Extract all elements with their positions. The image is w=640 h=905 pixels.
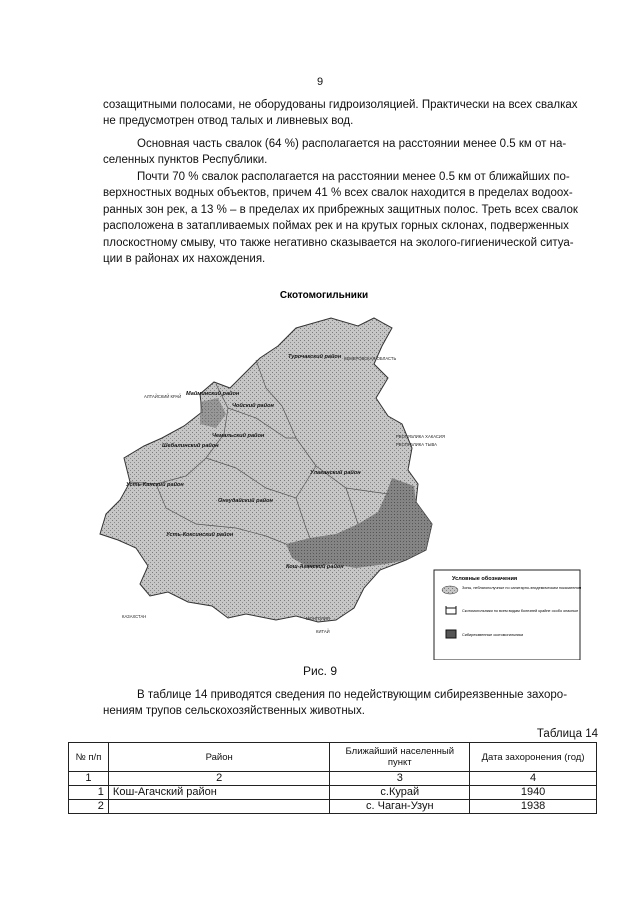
paragraph-line: не предусмотрен отвод талых и ливневых вод. xyxy=(103,115,354,128)
table-cell xyxy=(108,800,329,814)
table-row xyxy=(69,800,597,814)
table-colnum-row xyxy=(69,772,597,786)
district-label: Онгудайский район xyxy=(218,498,273,504)
table-cell: 1938 xyxy=(470,800,597,814)
legend-title: Условные обозначения xyxy=(452,576,518,582)
map-legend xyxy=(434,570,582,660)
paragraph-line: селенных пунктов Республики. xyxy=(103,154,268,167)
neighbor-label: РЕСПУБЛИКА ХАКАСИЯ xyxy=(396,434,445,439)
map-svg xyxy=(96,288,586,660)
paragraph-line: ранных зон рек, а 13 % – в пределах их прибрежных защитных полос. Треть всех свалок xyxy=(103,203,578,216)
table-header-row xyxy=(69,743,597,772)
paragraph-line: расположена в затапливаемых поймах рек и на крутых горных склонах, подверженных xyxy=(103,220,569,233)
header-date: Дата захоронения (год) xyxy=(470,743,597,772)
neighbor-label: КЕМЕРОВСКАЯ ОБЛАСТЬ xyxy=(344,356,397,361)
anthrax-site-icon xyxy=(446,630,456,638)
legend-item: Скотомогильники по всем видам болезней крайне особо опасные xyxy=(462,609,579,613)
header-settlement: Ближайший населенный пункт xyxy=(330,743,470,772)
neighbor-label: МОНГОЛИЯ xyxy=(306,616,330,621)
paragraph-line: плоскостному смыву, что также негативно сказывается на эколого-гигиенической ситуа- xyxy=(103,236,574,249)
map-figure xyxy=(96,288,586,660)
table-label: Таблица 14 xyxy=(536,728,598,740)
district-label: Турочакский район xyxy=(288,354,342,360)
table-cell: 3 xyxy=(330,772,470,786)
table-cell: 2 xyxy=(69,800,109,814)
paragraph-line: ции в районах их нахождения. xyxy=(103,253,266,266)
paragraph-line: созащитными полосами, не оборудованы гидроизоляцией. Практически на всех свалках xyxy=(103,99,578,111)
paragraph-1 xyxy=(103,97,597,130)
legend-item: Сибиреязвенные скотомогильники xyxy=(462,633,524,637)
zone-swatch-icon xyxy=(442,586,458,594)
district-label: Улаганский район xyxy=(310,470,361,476)
map-title: Скотомогильники xyxy=(279,290,369,301)
neighbor-label: РЕСПУБЛИКА ТЫВА xyxy=(396,442,437,447)
header-district: Район xyxy=(108,743,329,772)
paragraph-3 xyxy=(103,169,597,267)
republic-territory xyxy=(100,318,432,622)
paragraph-2 xyxy=(103,136,597,169)
neighbor-label: АЛТАЙСКИЙ КРАЙ xyxy=(144,394,182,399)
district-label: Чойский район xyxy=(232,403,274,409)
neighbor-label: КИТАЙ xyxy=(316,629,330,634)
neighbor-label: КАЗАХСТАН xyxy=(122,614,147,619)
district-label: Кош-Агачский район xyxy=(286,564,344,570)
paragraph-line: нениям трупов сельскохозяйственных животных. xyxy=(103,705,365,718)
table-cell: Кош-Агачский район xyxy=(108,786,329,800)
table-cell: 4 xyxy=(470,772,597,786)
header-num: № п/п xyxy=(69,743,109,772)
district-label: Чемальский район xyxy=(212,433,265,439)
table-row xyxy=(69,786,597,800)
table-cell: 1 xyxy=(69,772,109,786)
table-cell: 1 xyxy=(69,786,109,800)
page-number: 9 xyxy=(316,76,324,88)
table-cell: 1940 xyxy=(470,786,597,800)
legend-item: Зоны, неблагополучные по санитарно-эпидемическим показателям xyxy=(462,586,582,590)
paragraph-4 xyxy=(103,687,597,720)
district-label: Усть-Коксинский район xyxy=(166,532,234,538)
district-label: Шебалинский район xyxy=(162,443,219,449)
district-label: Усть-Канский район xyxy=(126,482,184,488)
paragraph-line: Основная часть свалок (64 %) располагается на расстоянии менее 0.5 км от на- xyxy=(137,138,567,150)
paragraph-line: верхностных водных объектов, причем 41 % всех свалок находится в пределах водоох- xyxy=(103,187,573,200)
table-cell: с.Курай xyxy=(330,786,470,800)
paragraph-line: В таблице 14 приводятся сведения по недействующим сибиреязвенные захоро- xyxy=(137,689,568,701)
table-cell: 2 xyxy=(108,772,329,786)
burial-table xyxy=(68,742,597,814)
district-label: Майминский район xyxy=(186,391,240,397)
figure-caption: Рис. 9 xyxy=(302,664,338,678)
table-cell: с. Чаган-Узун xyxy=(330,800,470,814)
paragraph-line: Почти 70 % свалок располагается на расстоянии менее 0.5 км от ближайших по- xyxy=(137,171,570,183)
